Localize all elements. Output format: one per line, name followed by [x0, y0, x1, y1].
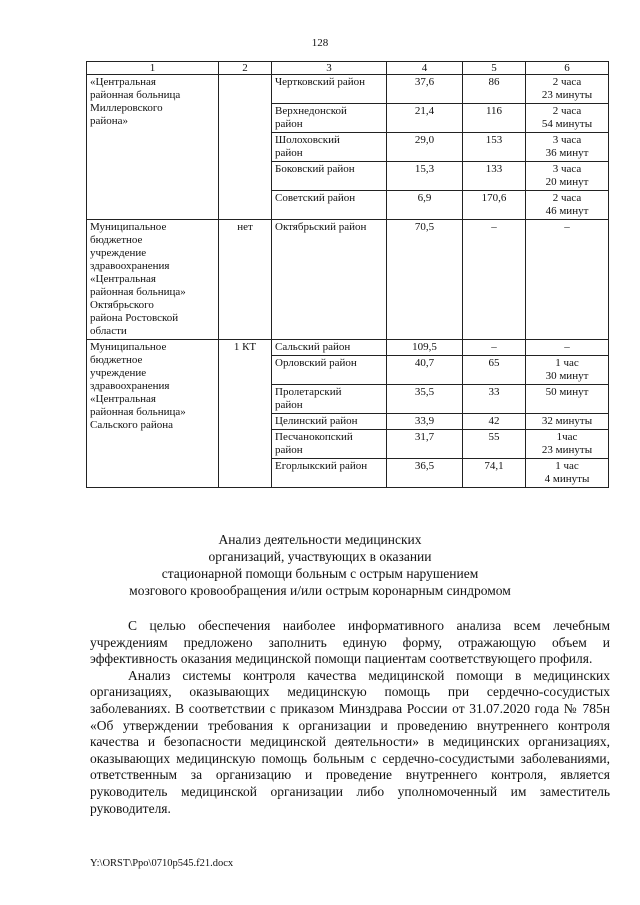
- cell-line: «Центральная: [90, 273, 156, 285]
- organization-cell: [87, 75, 219, 220]
- cell-line: 36 минут: [545, 147, 589, 159]
- table-row: [87, 220, 609, 340]
- time-cell: [526, 162, 609, 191]
- cell-line: район: [275, 147, 303, 159]
- cell-line: 23 минуты: [541, 444, 593, 456]
- cell-line: районная больница»: [90, 406, 186, 418]
- districts-table: [86, 61, 609, 488]
- heading-line: стационарной помощи больным с острым нарушением: [161, 566, 479, 581]
- table-row: [87, 340, 609, 356]
- cell-line: Целинский район: [275, 415, 358, 427]
- cell-line: 1 час: [555, 460, 579, 472]
- value-cell: 153: [463, 133, 526, 162]
- district-cell: [272, 385, 387, 414]
- distance-cell: 6,9: [387, 191, 463, 220]
- cell-line: Муниципальное: [90, 341, 167, 353]
- cell-line: учреждение: [90, 247, 147, 259]
- body-text: [90, 618, 610, 817]
- cell-line: Верхнедонской: [275, 105, 347, 117]
- heading-line: организаций, участвующих в оказании: [208, 549, 432, 564]
- cell-line: 23 минуты: [541, 89, 593, 101]
- cell-line: района Ростовской: [90, 312, 179, 324]
- cell-line: район: [275, 399, 303, 411]
- value-cell: 86: [463, 75, 526, 104]
- time-cell: [526, 191, 609, 220]
- value-cell: 133: [463, 162, 526, 191]
- header-cell: 4: [387, 62, 463, 75]
- distance-cell: 15,3: [387, 162, 463, 191]
- cell-line: Шолоховский: [275, 134, 340, 146]
- cell-line: 46 минут: [545, 205, 589, 217]
- distance-cell: 37,6: [387, 75, 463, 104]
- cell-line: 1 час: [555, 357, 579, 369]
- time-cell: [526, 430, 609, 459]
- cell-line: района»: [90, 115, 129, 127]
- equipment-cell: [219, 75, 272, 220]
- distance-cell: 21,4: [387, 104, 463, 133]
- cell-line: –: [564, 341, 570, 353]
- value-cell: 170,6: [463, 191, 526, 220]
- district-cell: [272, 133, 387, 162]
- organization-cell: [87, 220, 219, 340]
- cell-line: районная больница»: [90, 286, 186, 298]
- cell-line: 3 часа: [552, 134, 582, 146]
- value-cell: –: [463, 220, 526, 340]
- cell-line: Орловский район: [275, 357, 357, 369]
- district-cell: [272, 104, 387, 133]
- cell-line: бюджетное: [90, 234, 143, 246]
- cell-line: Сальского района: [90, 419, 174, 431]
- equipment-cell: 1 КТ: [219, 340, 272, 488]
- cell-line: Боковский район: [275, 163, 355, 175]
- time-cell: [526, 133, 609, 162]
- district-cell: [272, 356, 387, 385]
- cell-line: 50 минут: [545, 386, 589, 398]
- value-cell: 55: [463, 430, 526, 459]
- cell-line: Миллеровского: [90, 102, 163, 114]
- cell-line: Октябрьский район: [275, 221, 367, 233]
- district-cell: [272, 162, 387, 191]
- distance-cell: 29,0: [387, 133, 463, 162]
- distance-cell: 36,5: [387, 459, 463, 488]
- district-cell: [272, 414, 387, 430]
- cell-line: Егорлыкский район: [275, 460, 368, 472]
- value-cell: 65: [463, 356, 526, 385]
- district-cell: [272, 340, 387, 356]
- cell-line: Сальский район: [275, 341, 351, 353]
- value-cell: 116: [463, 104, 526, 133]
- equipment-cell: нет: [219, 220, 272, 340]
- cell-line: 4 минуты: [544, 473, 590, 485]
- district-cell: [272, 459, 387, 488]
- header-cell: 6: [526, 62, 609, 75]
- district-cell: [272, 75, 387, 104]
- table-header-row: [87, 62, 609, 75]
- heading-line: Анализ деятельности медицинских: [218, 532, 422, 547]
- header-cell: 3: [272, 62, 387, 75]
- time-cell: [526, 75, 609, 104]
- paragraph: С целью обеспечения наиболее информативного анализа всем лечебным учреждениям предложено заполнить единую форму, отражающую объем и эффективность оказания медицинской помощи пациентам соответствующего профиля.: [90, 618, 610, 667]
- cell-line: Советский район: [275, 192, 356, 204]
- section-heading: [0, 531, 640, 599]
- cell-line: Муниципальное: [90, 221, 167, 233]
- cell-line: Пролетарский: [275, 386, 342, 398]
- heading-line: мозгового кровообращения и/или острым коронарным синдромом: [129, 583, 511, 598]
- distance-cell: 33,9: [387, 414, 463, 430]
- district-cell: [272, 191, 387, 220]
- distance-cell: 70,5: [387, 220, 463, 340]
- value-cell: 42: [463, 414, 526, 430]
- cell-line: районная больница: [90, 89, 181, 101]
- organization-cell: [87, 340, 219, 488]
- time-cell: [526, 459, 609, 488]
- cell-line: «Центральная: [90, 393, 156, 405]
- header-cell: 1: [87, 62, 219, 75]
- cell-line: 1час: [556, 431, 578, 443]
- header-cell: 5: [463, 62, 526, 75]
- value-cell: –: [463, 340, 526, 356]
- cell-line: здравоохранения: [90, 380, 170, 392]
- cell-line: –: [564, 221, 570, 233]
- cell-line: район: [275, 118, 303, 130]
- distance-cell: 31,7: [387, 430, 463, 459]
- cell-line: 54 минуты: [541, 118, 593, 130]
- district-cell: [272, 430, 387, 459]
- cell-line: Песчанокопский: [275, 431, 353, 443]
- cell-line: 2 часа: [552, 105, 582, 117]
- paragraph: Анализ системы контроля качества медицинской помощи в медицинских организациях, оказывающих медицинскую помощь при сердечно-сосудистых заболеваниях. В соответствии с приказом Минздрава России от 31.07.2020 года № 785н «Об утверждении требования к организации и проведению внутреннего контроля качества и безопасности медицинской деятельности» в медицинских организациях, оказывающих медицинскую помощь больным с сердечно-сосудистыми заболеваниями, ответственным за организацию и проведение внутреннего контроля, является руководитель медицинской организации либо уполномоченный им заместитель руководителя.: [90, 667, 610, 816]
- distance-cell: 40,7: [387, 356, 463, 385]
- value-cell: 33: [463, 385, 526, 414]
- page-number: 128: [311, 37, 329, 49]
- cell-line: области: [90, 325, 127, 337]
- cell-line: Октябрьского: [90, 299, 154, 311]
- time-cell: [526, 220, 609, 340]
- cell-line: 20 минут: [545, 176, 589, 188]
- cell-line: район: [275, 444, 303, 456]
- time-cell: [526, 340, 609, 356]
- cell-line: 32 минуты: [541, 415, 593, 427]
- table-row: [87, 75, 609, 104]
- distance-cell: 35,5: [387, 385, 463, 414]
- cell-line: «Центральная: [90, 76, 156, 88]
- value-cell: 74,1: [463, 459, 526, 488]
- cell-line: учреждение: [90, 367, 147, 379]
- header-cell: 2: [219, 62, 272, 75]
- distance-cell: 109,5: [387, 340, 463, 356]
- time-cell: [526, 385, 609, 414]
- cell-line: 30 минут: [545, 370, 589, 382]
- file-path-footer: Y:\ORST\Ppo\0710p545.f21.docx: [90, 858, 234, 869]
- cell-line: здравоохранения: [90, 260, 170, 272]
- cell-line: 2 часа: [552, 192, 582, 204]
- cell-line: бюджетное: [90, 354, 143, 366]
- district-cell: [272, 220, 387, 340]
- cell-line: 3 часа: [552, 163, 582, 175]
- time-cell: [526, 414, 609, 430]
- time-cell: [526, 104, 609, 133]
- cell-line: Чертковский район: [275, 76, 366, 88]
- cell-line: 2 часа: [552, 76, 582, 88]
- time-cell: [526, 356, 609, 385]
